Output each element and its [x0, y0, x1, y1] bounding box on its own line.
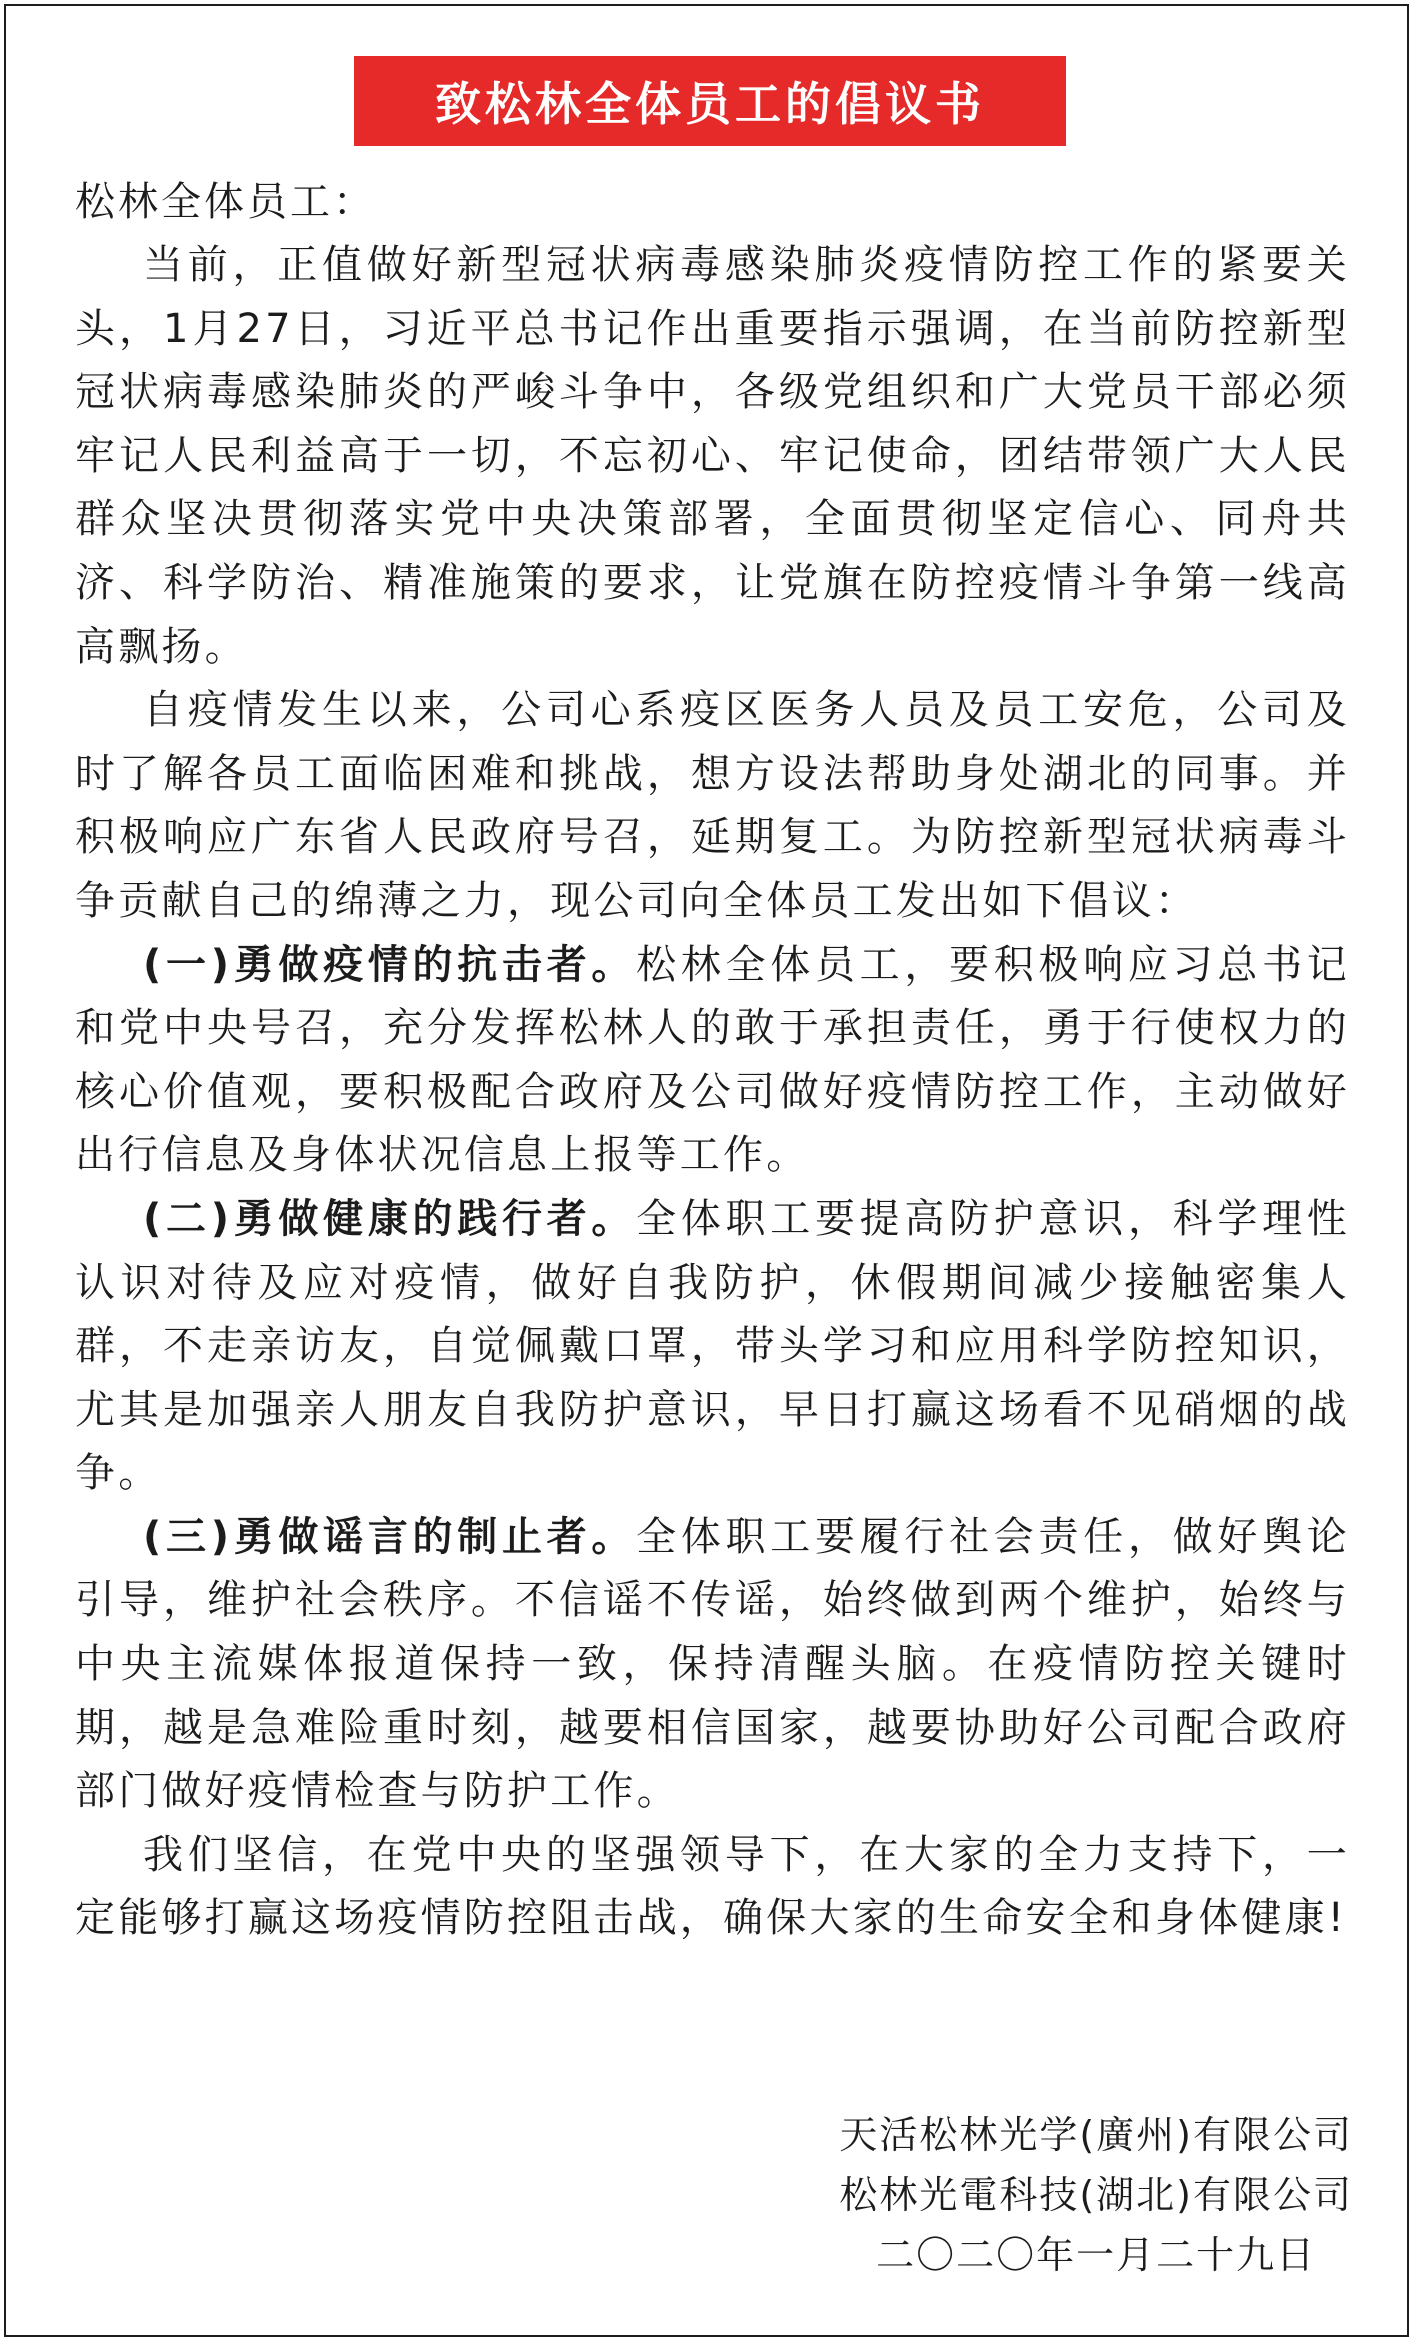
salutation: 松林全体员工： [75, 179, 376, 225]
proposal-item-3 [75, 1506, 1350, 1824]
proposal-item-2-heading: (二)勇做健康的践行者。 [143, 1195, 637, 1242]
proposal-item-3-body: 全体职工要履行社会责任，做好舆论引导，维护社会秩序。不信谣不传谣，始终做到两个维护，始终与中央主流媒体报道保持一致，保持清醒头脑。在疫情防控关键时期，越是急难险重时刻，越要相信国家，越要协助好公司配合政府部门做好疫情检查与防护工作。 [75, 1513, 1350, 1815]
signature-block [839, 2105, 1353, 2285]
proposal-item-2 [75, 1188, 1350, 1506]
title-banner [354, 56, 1066, 146]
proposal-item-2-body: 全体职工要提高防护意识，科学理性认识对待及应对疫情，做好自我防护，休假期间减少接触密集人群，不走亲访友，自觉佩戴口罩，带头学习和应用科学防控知识，尤其是加强亲人朋友自我防护意识，早日打赢这场看不见硝烟的战争。 [75, 1195, 1350, 1497]
paragraph-closing: 我们坚信，在党中央的坚强领导下，在大家的全力支持下，一定能够打赢这场疫情防控阻击战，确保大家的生命安全和身体健康! [75, 1831, 1350, 1942]
letter-title: 致松林全体员工的倡议书 [435, 77, 985, 131]
proposal-item-1-heading: (一)勇做疫情的抗击者。 [143, 941, 637, 988]
paragraph-company-actions: 自疫情发生以来，公司心系疫区医务人员及员工安危，公司及时了解各员工面临困难和挑战，想方设法帮助身处湖北的同事。并积极响应广东省人民政府号召，延期复工。为防控新型冠状病毒斗争贡献自己的绵薄之力，现公司向全体员工发出如下倡议： [75, 687, 1350, 924]
proposal-item-3-heading: (三)勇做谣言的制止者。 [143, 1513, 637, 1560]
proposal-item-1 [75, 934, 1350, 1188]
signature-date: 二〇二〇年一月二十九日 [876, 2233, 1317, 2277]
proposal-item-1-body: 松林全体员工，要积极响应习总书记和党中央号召，充分发挥松林人的敢于承担责任，勇于行使权力的核心价值观，要积极配合政府及公司做好疫情防控工作，主动做好出行信息及身体状况信息上报等工作。 [75, 941, 1350, 1179]
letter-body [75, 170, 1350, 1951]
signature-company-2: 松林光電科技(湖北)有限公司 [839, 2173, 1353, 2217]
paragraph-context: 当前，正值做好新型冠状病毒感染肺炎疫情防控工作的紧要关头，1月27日，习近平总书记作出重要指示强调，在当前防控新型冠状病毒感染肺炎的严峻斗争中，各级党组织和广大党员干部必须牢记人民利益高于一切，不忘初心、牢记使命，团结带领广大人民群众坚决贯彻落实党中央决策部署，全面贯彻坚定信心、同舟共济、科学防治、精准施策的要求，让党旗在防控疫情斗争第一线高高飘扬。 [75, 242, 1350, 670]
signature-company-1: 天活松林光学(廣州)有限公司 [839, 2113, 1353, 2157]
